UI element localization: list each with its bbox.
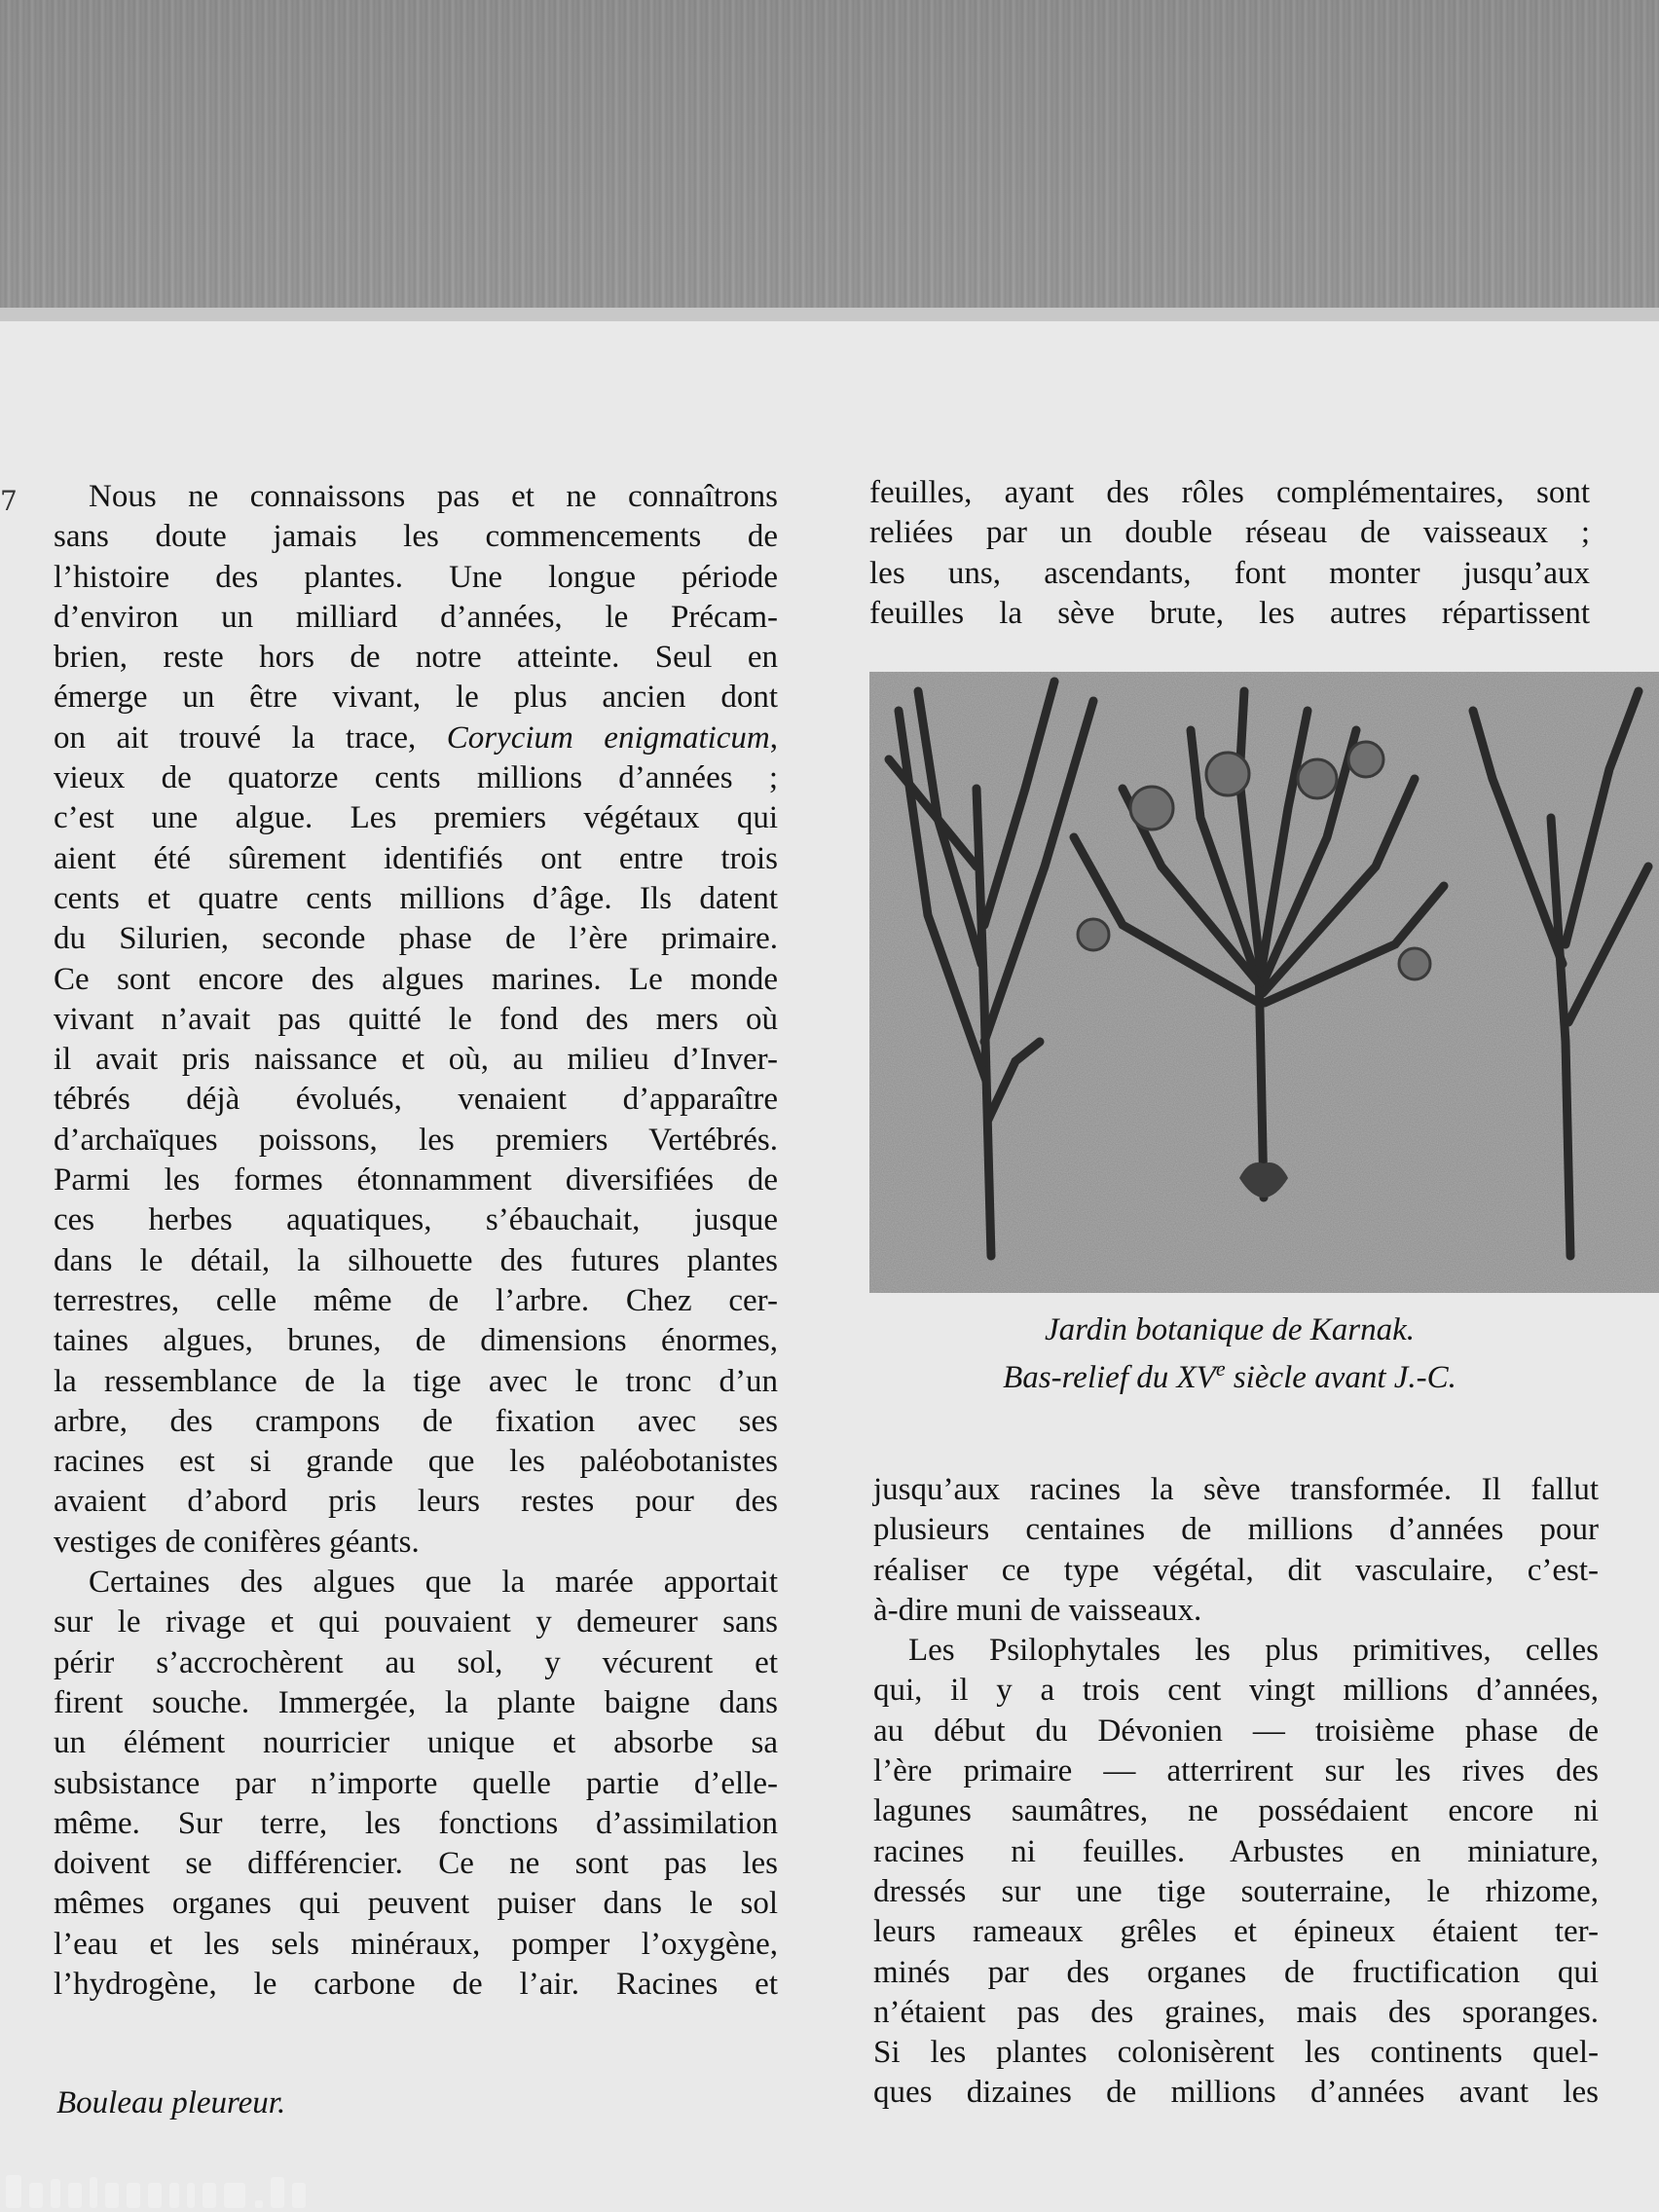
watermark-graphic — [0, 2169, 389, 2212]
book-page — [0, 321, 1659, 2212]
bottom-left-caption: Bouleau pleureur. — [56, 2085, 286, 2120]
text-line: Parmi les formes étonnamment diversifiées de — [54, 1162, 778, 1198]
species-name: Corycium enigmaticum — [446, 719, 770, 756]
text-line: même. Sur terre, les fonctions d’assimilation — [54, 1805, 778, 1841]
text-line: vivant n’avait pas quitté le fond des mers où — [54, 1001, 778, 1037]
text-line: il avait pris naissance et où, au milieu d’Inver- — [54, 1042, 778, 1078]
text-line: feuilles la sève brute, les autres répartissent — [869, 595, 1590, 631]
text-line: vestiges de conifères géants. — [54, 1524, 420, 1560]
right-column-bottom-text — [873, 1470, 1599, 2114]
text-line: mêmes organes qui peuvent puiser dans le sol — [54, 1886, 778, 1922]
text-line: racines ni feuilles. Arbustes en miniature, — [873, 1833, 1599, 1869]
caption-line-2 — [869, 1349, 1590, 1397]
text-line: cents et quatre cents millions d’âge. Ils datent — [54, 880, 778, 916]
text-line: sans doute jamais les commencements de — [54, 519, 778, 555]
text-line: racines est si grande que les paléobotanistes — [54, 1444, 778, 1480]
text-line: taines algues, brunes, de dimensions énormes, — [54, 1323, 778, 1359]
bas-relief-illustration — [869, 672, 1659, 1293]
left-column-text — [54, 477, 778, 2005]
text-line: Ce sont encore des algues marines. Le monde — [54, 961, 778, 997]
text-line: la ressemblance de la tige avec le tronc d’un — [54, 1363, 778, 1399]
text-line: Nous ne connaissons pas et ne connaîtrons — [89, 479, 778, 514]
text-line: un élément nourricier unique et absorbe sa — [54, 1725, 778, 1761]
text-line: tébrés déjà évolués, venaient d’apparaître — [54, 1082, 778, 1118]
text-line: Si les plantes colonisèrent les continents quel- — [873, 2035, 1599, 2071]
text-line: terrestres, celle même de l’arbre. Chez cer- — [54, 1282, 778, 1318]
text-line: vieux de quatorze cents millions d’années ; — [54, 760, 778, 796]
text-line: brien, reste hors de notre atteinte. Seul en — [54, 640, 778, 676]
paragraph-continued — [869, 473, 1590, 634]
text-line: minés par des organes de fructification qui — [873, 1954, 1599, 1990]
right-column-top-text — [869, 473, 1590, 634]
text-line: d’archaïques poissons, les premiers Vertébrés. — [54, 1122, 778, 1158]
text-line: avaient d’abord pris leurs restes pour des — [54, 1484, 778, 1520]
paragraph-2 — [54, 1563, 778, 2005]
text-line: c’est une algue. Les premiers végétaux qui — [54, 800, 778, 836]
text-line: Certaines des algues que la marée apportait — [89, 1565, 778, 1601]
text-line: dans le détail, la silhouette des futures plantes — [54, 1242, 778, 1278]
watermark-logo — [0, 2169, 389, 2212]
caption-line-1: Jardin botanique de Karnak. — [1044, 1312, 1416, 1347]
paragraph-1 — [54, 477, 778, 1563]
species-line-text: on ait trouvé la trace, Corycium enigmaticum, — [54, 719, 779, 756]
text-line: jusqu’aux racines la sève transformée. Il fallut — [873, 1472, 1599, 1507]
text-line: au début du Dévonien — troisième phase de — [873, 1713, 1599, 1749]
caption-text-a: Bas-relief du XV — [1003, 1360, 1216, 1395]
text-line: émerge un être vivant, le plus ancien dont — [54, 680, 778, 716]
text-line: Les Psilophytales les plus primitives, celles — [908, 1633, 1599, 1669]
background-surface — [0, 0, 1659, 321]
text-line: subsistance par n’importe quelle partie d’elle- — [54, 1765, 778, 1801]
text-line: à-dire muni de vaisseaux. — [873, 1592, 1202, 1628]
text-line: l’histoire des plantes. Une longue période — [54, 559, 778, 595]
caption-text-b: siècle avant J.-C. — [1225, 1360, 1456, 1395]
text-line: périr s’accrochèrent au sol, y vécurent et — [54, 1644, 778, 1680]
text-line: dressés sur une tige souterraine, le rhizome, — [873, 1873, 1599, 1909]
text-line: l’eau et les sels minéraux, pomper l’oxygène, — [54, 1926, 778, 1962]
page-edge — [0, 308, 1659, 321]
text-line: sur le rivage et qui pouvaient y demeurer sans — [54, 1604, 778, 1641]
text-line: plusieurs centaines de millions d’années pour — [873, 1512, 1599, 1548]
text-line: leurs rameaux grêles et épineux étaient ter- — [873, 1914, 1599, 1950]
text-line: lagunes saumâtres, ne possédaient encore ni — [873, 1793, 1599, 1829]
page-number: 7 — [0, 485, 18, 517]
text-line: l’ère primaire — atterrirent sur les rives des — [873, 1753, 1599, 1789]
text-line: doivent se différencier. Ce ne sont pas les — [54, 1846, 778, 1882]
text-line: arbre, des crampons de fixation avec ses — [54, 1403, 778, 1439]
caption-superscript: e — [1215, 1356, 1226, 1381]
text-line: réaliser ce type végétal, dit vasculaire, c’est- — [873, 1552, 1599, 1588]
figure-caption — [869, 1310, 1590, 1397]
text-line: qui, il y a trois cent vingt millions d’années, — [873, 1673, 1599, 1709]
text-line: ces herbes aquatiques, s’ébauchait, jusque — [54, 1202, 778, 1238]
text-line: feuilles, ayant des rôles complémentaires, sont — [869, 475, 1590, 510]
karnak-bas-relief-photo — [869, 672, 1659, 1293]
text-line: d’environ un milliard d’années, le Précam- — [54, 599, 778, 635]
text-line: ques dizaines de millions d’années avant les — [873, 2075, 1599, 2111]
text-line: l’hydrogène, le carbone de l’air. Racines et — [54, 1966, 778, 2002]
text-line: aient été sûrement identifiés ont entre trois — [54, 840, 778, 876]
paragraph-psilophytales — [873, 1631, 1599, 2114]
text-line: firent souche. Immergée, la plante baigne dans — [54, 1684, 778, 1720]
text-line: du Silurien, seconde phase de l’ère primaire. — [54, 921, 778, 957]
text-line: reliées par un double réseau de vaisseaux ; — [869, 515, 1590, 551]
text-line-species — [54, 719, 778, 758]
text-line: n’étaient pas des graines, mais des sporanges. — [873, 1994, 1599, 2030]
text-line: les uns, ascendants, font monter jusqu’aux — [869, 555, 1590, 591]
paragraph-continued-2 — [873, 1470, 1599, 1631]
